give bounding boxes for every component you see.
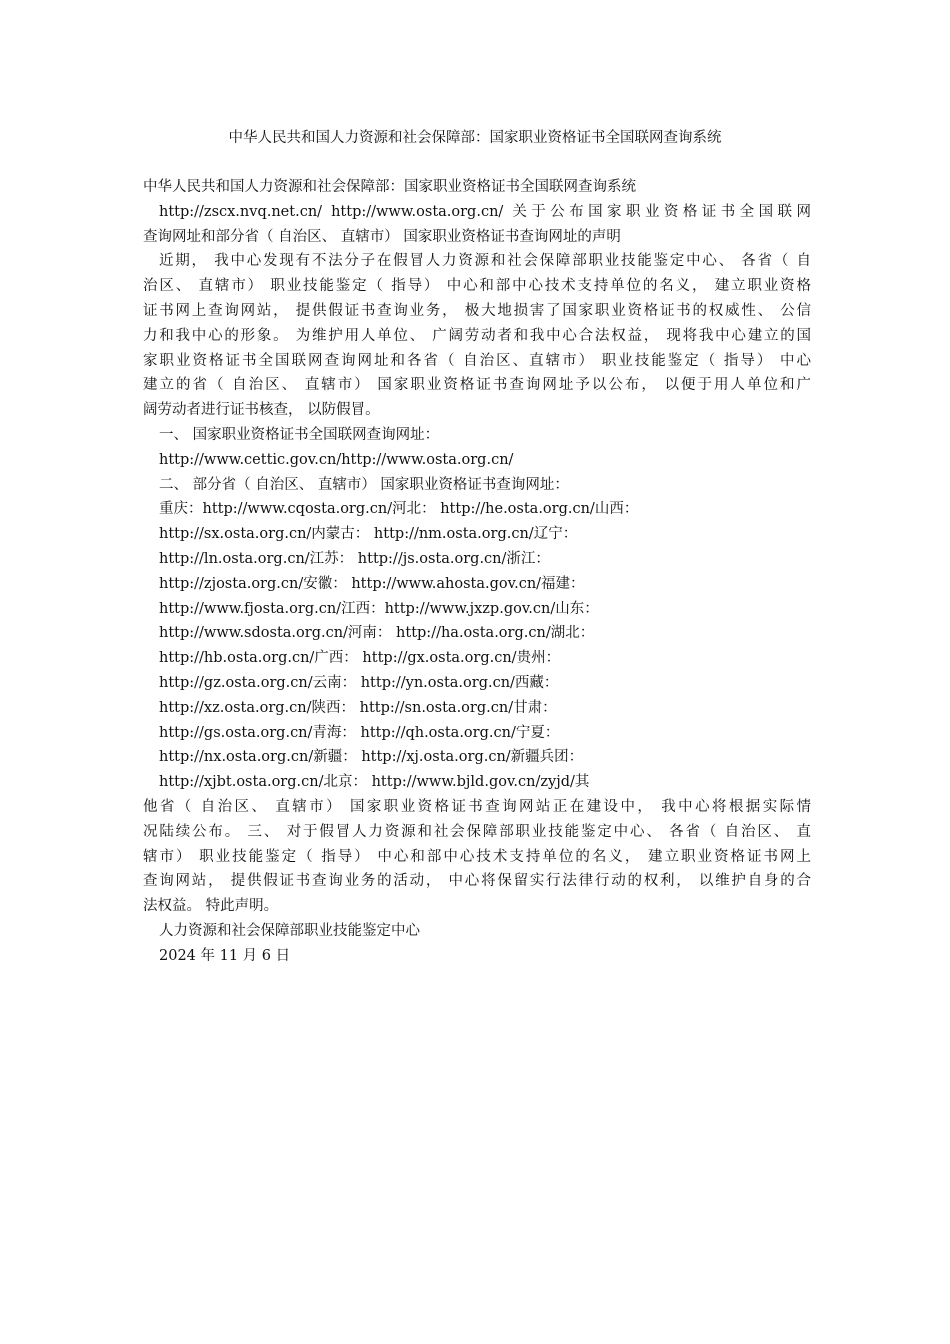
province-url-line: http://nx.osta.org.cn/新疆： http://xj.osta.org.cn/新疆兵团：: [159, 749, 584, 766]
intro-line: http://zscx.nvq.net.cn/ http://www.osta.org.cn/ 关于公布国家职业资格证书全国联网: [159, 203, 811, 220]
province-url-line: http://xz.osta.org.cn/陕西： http://sn.osta.org.cn/甘肃：: [159, 699, 557, 716]
section-one-url: http://www.cettic.gov.cn/http://www.osta.org.cn/: [159, 451, 514, 468]
document-title: 中华人民共和国人力资源和社会保障部：国家职业资格证书全国联网查询系统: [228, 130, 722, 146]
province-url-line: http://hb.osta.org.cn/广西： http://gx.osta.org.cn/贵州：: [159, 650, 561, 667]
paragraph-line: 建立的省（ 自治区、 直辖市） 国家职业资格证书查询网址予以公布， 以便于用人单位和广: [143, 377, 811, 394]
province-url-line: 重庆：http://www.cqosta.org.cn/河北： http://he.osta.org.cn/山西：: [159, 501, 639, 518]
province-url-line: http://www.fjosta.org.cn/江西：http://www.jxzp.gov.cn/山东：: [159, 600, 599, 617]
province-url-line: http://gs.osta.org.cn/青海： http://qh.osta.org.cn/宁夏：: [159, 724, 560, 741]
paragraph-line: 证书网上查询网站， 提供假证书查询业务， 极大地损害了国家职业资格证书的权威性、 公信: [143, 302, 811, 319]
paragraph-line: 家职业资格证书全国联网查询网址和各省（ 自治区、直辖市） 职业技能鉴定（ 指导） 中心: [143, 352, 811, 369]
province-url-line: http://ln.osta.org.cn/江苏： http://js.osta.org.cn/浙江：: [159, 550, 550, 567]
document-heading: 中华人民共和国人力资源和社会保障部：国家职业资格证书全国联网查询系统: [143, 179, 636, 195]
closing-line: 法权益。 特此声明。: [143, 898, 279, 915]
province-url-line: http://xjbt.osta.org.cn/北京： http://www.bjld.gov.cn/zyjd/其: [159, 774, 590, 791]
document-body: [143, 175, 811, 969]
province-url-line: http://sx.osta.org.cn/内蒙古： http://nm.osta.org.cn/辽宁：: [159, 526, 578, 543]
intro-line: 查询网址和部分省（ 自治区、 直辖市） 国家职业资格证书查询网址的声明: [143, 228, 621, 245]
province-url-line: http://gz.osta.org.cn/云南： http://yn.osta.org.cn/西藏：: [159, 674, 559, 691]
closing-line: 查询网站， 提供假证书查询业务的活动， 中心将保留实行法律行动的权利， 以维护自身的合: [143, 873, 811, 890]
signature: 人力资源和社会保障部职业技能鉴定中心: [159, 922, 420, 939]
closing-line: 况陆续公布。 三、 对于假冒人力资源和社会保障部职业技能鉴定中心、 各省（ 自治区、 直: [143, 823, 811, 840]
paragraph-line: 近期， 我中心发现有不法分子在假冒人力资源和社会保障部职业技能鉴定中心、 各省（ 自: [159, 253, 811, 270]
province-url-line: http://zjosta.org.cn/安徽： http://www.ahosta.gov.cn/福建：: [159, 575, 585, 592]
closing-line: 他省（ 自治区、 直辖市） 国家职业资格证书查询网站正在建设中， 我中心将根据实际情: [143, 798, 811, 815]
closing-line: 辖市） 职业技能鉴定（ 指导） 中心和部中心技术支持单位的名义， 建立职业资格证书网上: [143, 848, 811, 865]
paragraph-line: 阔劳动者进行证书核查， 以防假冒。: [143, 402, 380, 419]
section-two-heading: 二、 部分省（ 自治区、 直辖市） 国家职业资格证书查询网址：: [159, 476, 569, 493]
paragraph-line: 力和我中心的形象。 为维护用人单位、 广阔劳动者和我中心合法权益， 现将我中心建立的国: [143, 327, 811, 344]
section-one-heading: 一、 国家职业资格证书全国联网查询网址：: [159, 426, 440, 443]
date: 2024 年 11 月 6 日: [159, 947, 291, 964]
paragraph-line: 治区、 直辖市） 职业技能鉴定（ 指导） 中心和部中心技术支持单位的名义， 建立职业资格: [143, 278, 811, 295]
province-url-line: http://www.sdosta.org.cn/河南： http://ha.osta.org.cn/湖北：: [159, 625, 595, 642]
